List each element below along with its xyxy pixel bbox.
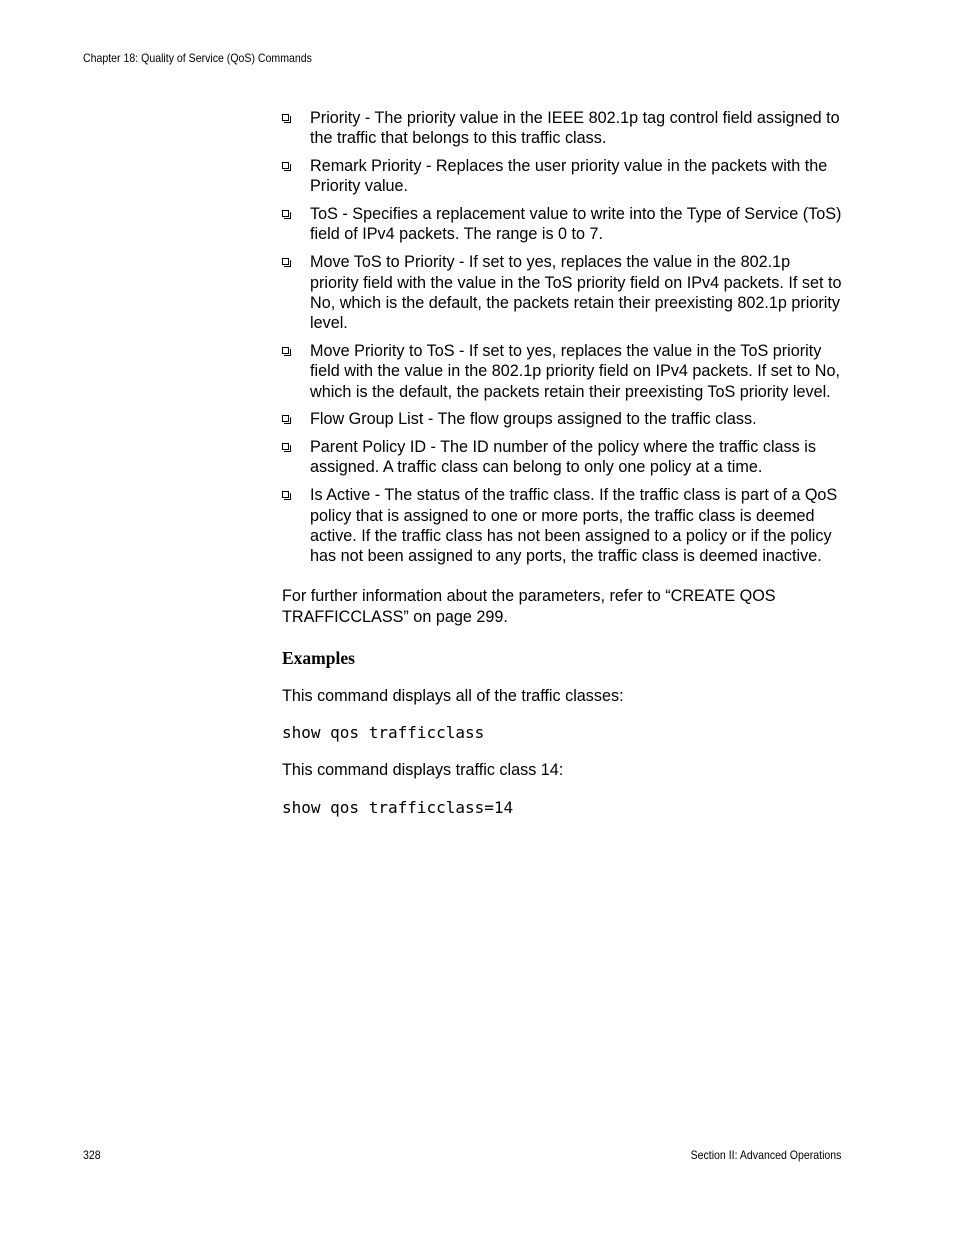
list-item-text: Flow Group List - The flow groups assigned to the traffic class. <box>310 410 757 429</box>
list-item-text: ToS - Specifies a replacement value to write into the Type of Service (ToS) field of IPv4 packets. The range is 0 to 7. <box>310 205 842 244</box>
examples-heading: Examples <box>282 648 355 669</box>
code-example-class-14: show qos trafficclass=14 <box>282 797 514 817</box>
list-item <box>282 204 842 245</box>
list-item <box>282 409 842 429</box>
square-bullet-icon <box>282 347 289 354</box>
list-item <box>282 341 842 402</box>
list-item <box>282 252 842 333</box>
square-bullet-icon <box>282 210 289 217</box>
list-item-text: Remark Priority - Replaces the user priority value in the packets with the Priority value. <box>310 157 828 196</box>
example-intro-all: This command displays all of the traffic classes: <box>282 687 624 706</box>
list-item <box>282 485 842 566</box>
list-item-text: Move Priority to ToS - If set to yes, replaces the value in the ToS priority field with the value in the 802.1p priority field on IPv4 packets. If set to No, which is the default, the packets retain their preexisting ToS priority level. <box>310 341 840 401</box>
square-bullet-icon <box>282 258 289 265</box>
list-item <box>282 437 842 478</box>
square-bullet-icon <box>282 443 289 450</box>
list-item-text: Is Active - The status of the traffic class. If the traffic class is part of a QoS policy that is assigned to one or more ports, the traffic class is deemed active. If the traffic class has not been assigned to a policy or if the policy has not been assigned to any ports, the traffic class is deemed inactive. <box>310 486 838 566</box>
list-item-text: Move ToS to Priority - If set to yes, replaces the value in the 802.1p priority field with the value in the ToS priority field on IPv4 packets. If set to No, which is the default, the packets retain their preexisting 802.1p priority level. <box>310 253 842 333</box>
square-bullet-icon <box>282 415 289 422</box>
square-bullet-icon <box>282 491 289 498</box>
parameter-list <box>282 108 842 566</box>
further-info-paragraph: For further information about the parameters, refer to “CREATE QOS TRAFFICCLASS” on page 299. <box>282 587 776 626</box>
list-item <box>282 108 842 149</box>
list-item <box>282 156 842 197</box>
running-head: Chapter 18: Quality of Service (QoS) Commands <box>83 51 312 65</box>
page-number: 328 <box>83 1148 101 1162</box>
main-content <box>282 108 842 818</box>
example-intro-class-14: This command displays traffic class 14: <box>282 761 564 780</box>
list-item-text: Priority - The priority value in the IEEE 802.1p tag control field assigned to the traffic that belongs to this traffic class. <box>310 109 840 148</box>
code-example-all: show qos trafficclass <box>282 723 485 743</box>
square-bullet-icon <box>282 114 289 121</box>
list-item-text: Parent Policy ID - The ID number of the policy where the traffic class is assigned. A traffic class can belong to only one policy at a time. <box>310 438 816 477</box>
square-bullet-icon <box>282 162 289 169</box>
section-title: Section II: Advanced Operations <box>690 1148 841 1162</box>
